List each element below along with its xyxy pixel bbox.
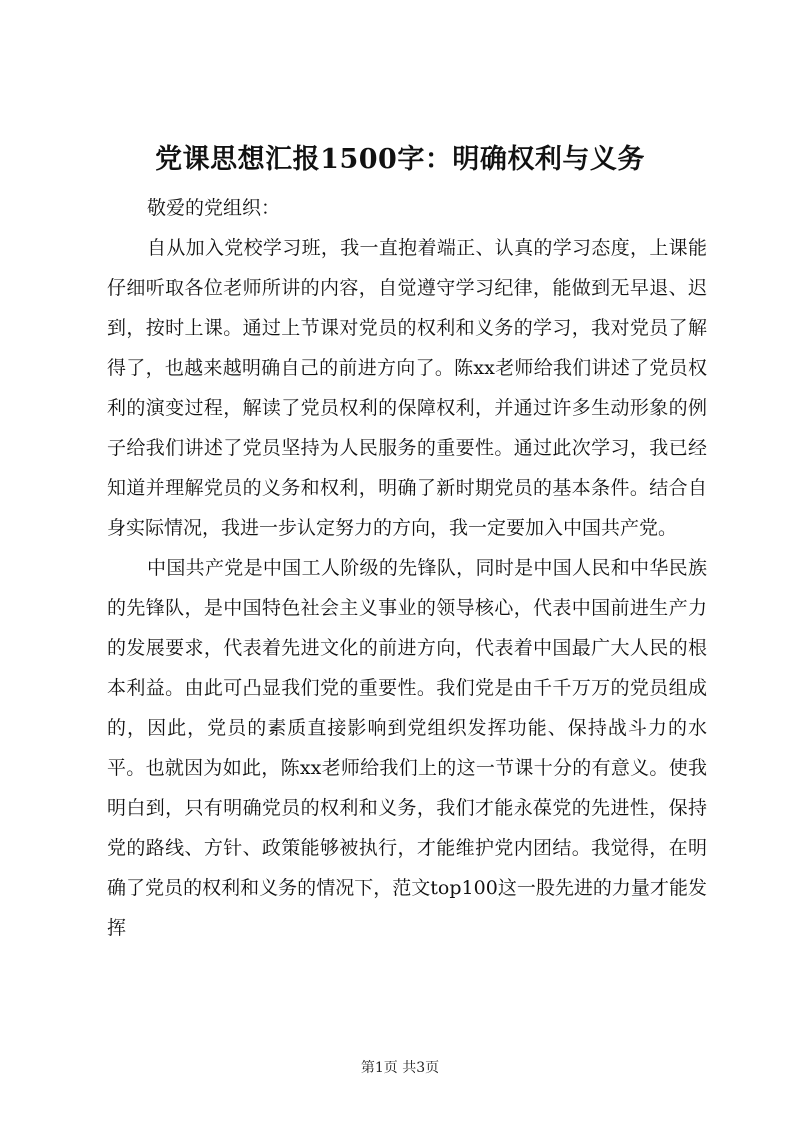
page-footer: [0, 1058, 800, 1078]
document-body: [107, 188, 707, 948]
document-title: 党课思想汇报1500字：明确权利与义务: [155, 144, 645, 175]
paragraph-1: 自从加入党校学习班，我一直抱着端正、认真的学习态度，上课能仔细听取各位老师所讲的内容，自觉遵守学习纪律，能做到无早退、迟到，按时上课。通过上节课对党员的权利和义务的学习，我对党员了解得了，也越来越明确自己的前进方向了。陈xx老师给我们讲述了党员权利的演变过程，解读了党员权利的保障权利，并通过许多生动形象的例子给我们讲述了党员坚持为人民服务的重要性。通过此次学习，我已经知道并理解党员的义务和权利，明确了新时期党员的基本条件。结合自身实际情况，我进一步认定努力的方向，我一定要加入中国共产党。: [107, 237, 707, 539]
page-indicator: 第1页 共3页: [360, 1060, 440, 1076]
salutation: 敬爱的党组织：: [147, 197, 281, 219]
paragraph-2: 中国共产党是中国工人阶级的先锋队，同时是中国人民和中华民族的先锋队，是中国特色社会主义事业的领导核心，代表中国前进生产力的发展要求，代表着先进文化的前进方向，代表着中国最广大人民的根本利益。由此可凸显我们党的重要性。我们党是由千千万万的党员组成的，因此，党员的素质直接影响到党组织发挥功能、保持战斗力的水平。也就因为如此，陈xx老师给我们上的这一节课十分的有意义。使我明白到，只有明确党员的权利和义务，我们才能永葆党的先进性，保持党的路线、方针、政策能够被执行，才能维护党内团结。我觉得，在明确了党员的权利和义务的情况下，范文top100这一股先进的力量才能发挥: [107, 557, 707, 939]
